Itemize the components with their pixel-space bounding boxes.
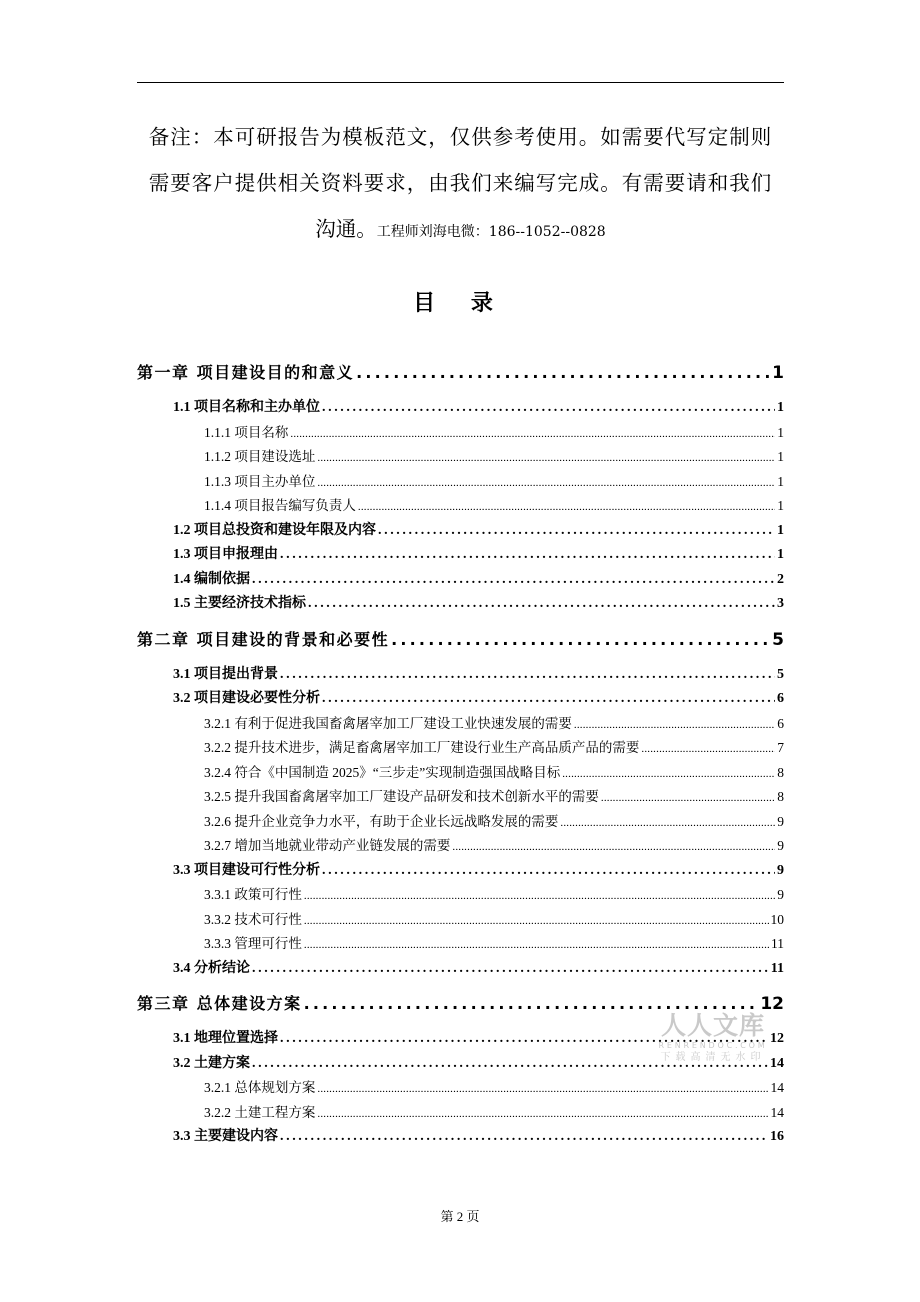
toc-entry-page: 7	[777, 740, 784, 755]
toc-leader-dots	[290, 421, 775, 447]
toc-entry-label: 1.1.1 项目名称	[204, 424, 289, 440]
watermark-logo: 人人文库	[660, 1011, 765, 1040]
toc-entry-label: 第二章 项目建设的背景和必要性	[137, 629, 390, 649]
toc-entry-section[interactable]	[137, 663, 784, 688]
toc-entry-page: 1	[777, 522, 784, 538]
toc-entry-page: 12	[760, 994, 784, 1014]
toc-entry-page: 9	[777, 862, 784, 878]
toc-entry-sub[interactable]	[137, 421, 784, 446]
toc-entry-section[interactable]	[137, 568, 784, 593]
toc-entry-chapter[interactable]	[137, 617, 784, 663]
toc-entry-sub[interactable]	[137, 932, 784, 957]
toc-entry-label: 1.1.3 项目主办单位	[204, 473, 316, 489]
watermark-domain: RENRENDOC.COM	[658, 1041, 768, 1050]
toc-leader-dots	[304, 883, 775, 909]
note-line-1: 备注：本可研报告为模板范文，仅供参考使用。如需要代写定制则	[148, 125, 773, 149]
toc-entry-sub[interactable]	[137, 712, 784, 737]
toc-entry-page: 8	[777, 764, 784, 780]
toc-leader-dots	[304, 932, 769, 958]
toc-entry-section[interactable]	[137, 592, 784, 617]
toc-entry-label: 3.3.2 技术可行性	[204, 911, 302, 927]
toc-entry-page: 1	[777, 449, 784, 464]
toc-leader-dots	[252, 568, 775, 593]
toc-entry-sub[interactable]	[137, 810, 784, 835]
toc-entry-section[interactable]	[137, 1125, 784, 1150]
toc-entry-label: 3.2.1 总体规划方案	[204, 1080, 316, 1095]
note-line-3-main: 沟通。	[315, 217, 377, 241]
toc-entry-chapter[interactable]	[137, 350, 784, 396]
toc-entry-page: 16	[770, 1129, 784, 1144]
toc-entry-sub[interactable]	[137, 736, 784, 761]
toc-entry-label: 3.3.3 管理可行性	[204, 936, 302, 951]
toc-entry-label: 1.1.2 项目建设选址	[204, 449, 316, 464]
toc-entry-label: 3.2.6 提升企业竞争力水平，有助于企业长远战略发展的需要	[204, 813, 559, 829]
toc-entry-page: 1	[777, 473, 784, 489]
toc-entry-label: 3.2.4 符合《中国制造 2025》“三步走”实现制造强国战略目标	[204, 764, 561, 780]
toc-entry-label: 3.4 分析结论	[173, 960, 250, 976]
page-number: 第 2 页	[440, 1209, 480, 1224]
toc-leader-dots	[280, 543, 775, 568]
toc-entry-label: 3.3 项目建设可行性分析	[173, 862, 320, 878]
toc-leader-dots	[560, 810, 775, 836]
toc-leader-dots	[280, 1125, 768, 1150]
toc-entry-page: 1	[777, 498, 784, 513]
toc-entry-label: 3.2 项目建设必要性分析	[173, 691, 320, 706]
toc-entry-page: 14	[770, 1055, 784, 1071]
toc-entry-label: 1.1.4 项目报告编写负责人	[204, 498, 356, 513]
toc-entry-label: 3.2.2 土建工程方案	[204, 1104, 316, 1120]
toc-entry-label: 1.2 项目总投资和建设年限及内容	[173, 522, 376, 538]
toc-leader-dots	[317, 1076, 768, 1102]
toc-entry-page: 1	[772, 363, 784, 383]
toc-entry-page: 8	[777, 789, 784, 804]
toc-entry-page: 1	[777, 547, 784, 562]
toc-leader-dots	[391, 617, 770, 663]
toc-entry-page: 9	[777, 813, 784, 829]
toc-entry-page: 14	[770, 1080, 784, 1095]
toc-leader-dots	[574, 712, 775, 738]
toc-entry-label: 3.3 主要建设内容	[173, 1129, 278, 1144]
toc-entry-section[interactable]	[137, 687, 784, 712]
toc-entry-section[interactable]	[137, 519, 784, 544]
toc-leader-dots	[252, 957, 769, 982]
toc-entry-sub[interactable]	[137, 494, 784, 519]
toc-entry-section[interactable]	[137, 543, 784, 568]
toc-leader-dots	[601, 785, 775, 811]
toc-entry-label: 第一章 项目建设目的和意义	[137, 363, 355, 382]
toc-entry-label: 1.3 项目申报理由	[173, 547, 278, 562]
toc-entry-page: 14	[770, 1104, 784, 1120]
toc-title: 目 录	[413, 291, 507, 316]
toc-entry-section[interactable]	[137, 859, 784, 884]
toc-leader-dots	[562, 761, 775, 787]
toc-entry-page: 6	[777, 691, 784, 706]
toc-leader-dots	[358, 494, 775, 520]
toc-leader-dots	[356, 350, 770, 396]
toc-entry-sub[interactable]	[137, 470, 784, 495]
toc-leader-dots	[378, 519, 775, 544]
toc-entry-page: 1	[777, 400, 784, 415]
note-contact: 工程师刘海电微：186--1052--0828	[376, 224, 606, 240]
toc-entry-label: 3.3.1 政策可行性	[204, 887, 302, 902]
toc-entry-sub[interactable]	[137, 761, 784, 786]
toc-entry-page: 2	[777, 571, 784, 587]
toc-entry-label: 1.1 项目名称和主办单位	[173, 400, 320, 415]
toc-entry-sub[interactable]	[137, 883, 784, 908]
note-line-2: 需要客户提供相关资料要求，由我们来编写完成。有需要请和我们	[148, 171, 773, 195]
watermark-subtitle: 下载高清无水印	[660, 1052, 766, 1063]
toc-entry-label: 3.1 地理位置选择	[173, 1031, 278, 1046]
toc-entry-sub[interactable]	[137, 834, 784, 859]
top-rule	[137, 82, 784, 83]
toc-entry-page: 5	[777, 666, 784, 682]
toc-leader-dots	[641, 736, 775, 762]
toc-leader-dots	[322, 687, 775, 712]
toc-entry-page: 11	[771, 936, 784, 951]
toc-leader-dots	[452, 834, 775, 860]
toc-entry-page: 5	[772, 629, 784, 650]
toc-entry-label: 3.2.7 增加当地就业带动产业链发展的需要	[204, 838, 451, 853]
toc-entry-label: 1.4 编制依据	[173, 571, 250, 587]
toc-entry-label: 3.2.1 有利于促进我国畜禽屠宰加工厂建设工业快速发展的需要	[204, 715, 572, 731]
toc-entry-sub[interactable]	[137, 908, 784, 933]
toc-entry-label: 3.2 土建方案	[173, 1055, 250, 1071]
disclaimer-note	[137, 114, 784, 255]
toc-entry-sub[interactable]	[137, 445, 784, 470]
toc-leader-dots	[304, 908, 769, 934]
toc-entry-section[interactable]	[137, 957, 784, 982]
toc-entry-label: 3.2.2 提升技术进步，满足畜禽屠宰加工厂建设行业生产高品质产品的需要	[204, 740, 640, 755]
toc-entry-page: 1	[777, 424, 784, 440]
toc-leader-dots	[308, 592, 775, 617]
toc-entry-page: 9	[777, 838, 784, 853]
toc-entry-sub[interactable]	[137, 1101, 784, 1126]
toc-entry-page: 11	[770, 960, 784, 976]
toc-entry-label: 1.5 主要经济技术指标	[173, 596, 306, 611]
toc-entry-label: 3.1 项目提出背景	[173, 666, 278, 682]
watermark	[648, 1012, 778, 1065]
toc-leader-dots	[322, 859, 775, 884]
toc-entry-label: 第三章 总体建设方案	[137, 994, 302, 1013]
toc-leader-dots	[317, 1101, 768, 1127]
toc-leader-dots	[280, 663, 775, 688]
toc-entry-section[interactable]	[137, 396, 784, 421]
toc-leader-dots	[322, 396, 775, 421]
toc-entry-sub[interactable]	[137, 1076, 784, 1101]
toc-leader-dots	[317, 470, 775, 496]
toc-entry-sub[interactable]	[137, 785, 784, 810]
toc-entry-page: 6	[777, 715, 784, 731]
toc-entry-page: 10	[770, 911, 784, 927]
toc-leader-dots	[317, 445, 775, 471]
toc-entry-page: 12	[770, 1031, 784, 1046]
toc-entry-page: 3	[777, 596, 784, 611]
note-line-3	[137, 206, 784, 255]
toc-entry-label: 3.2.5 提升我国畜禽屠宰加工厂建设产品研发和技术创新水平的需要	[204, 789, 599, 804]
toc-entry-page: 9	[777, 887, 784, 902]
